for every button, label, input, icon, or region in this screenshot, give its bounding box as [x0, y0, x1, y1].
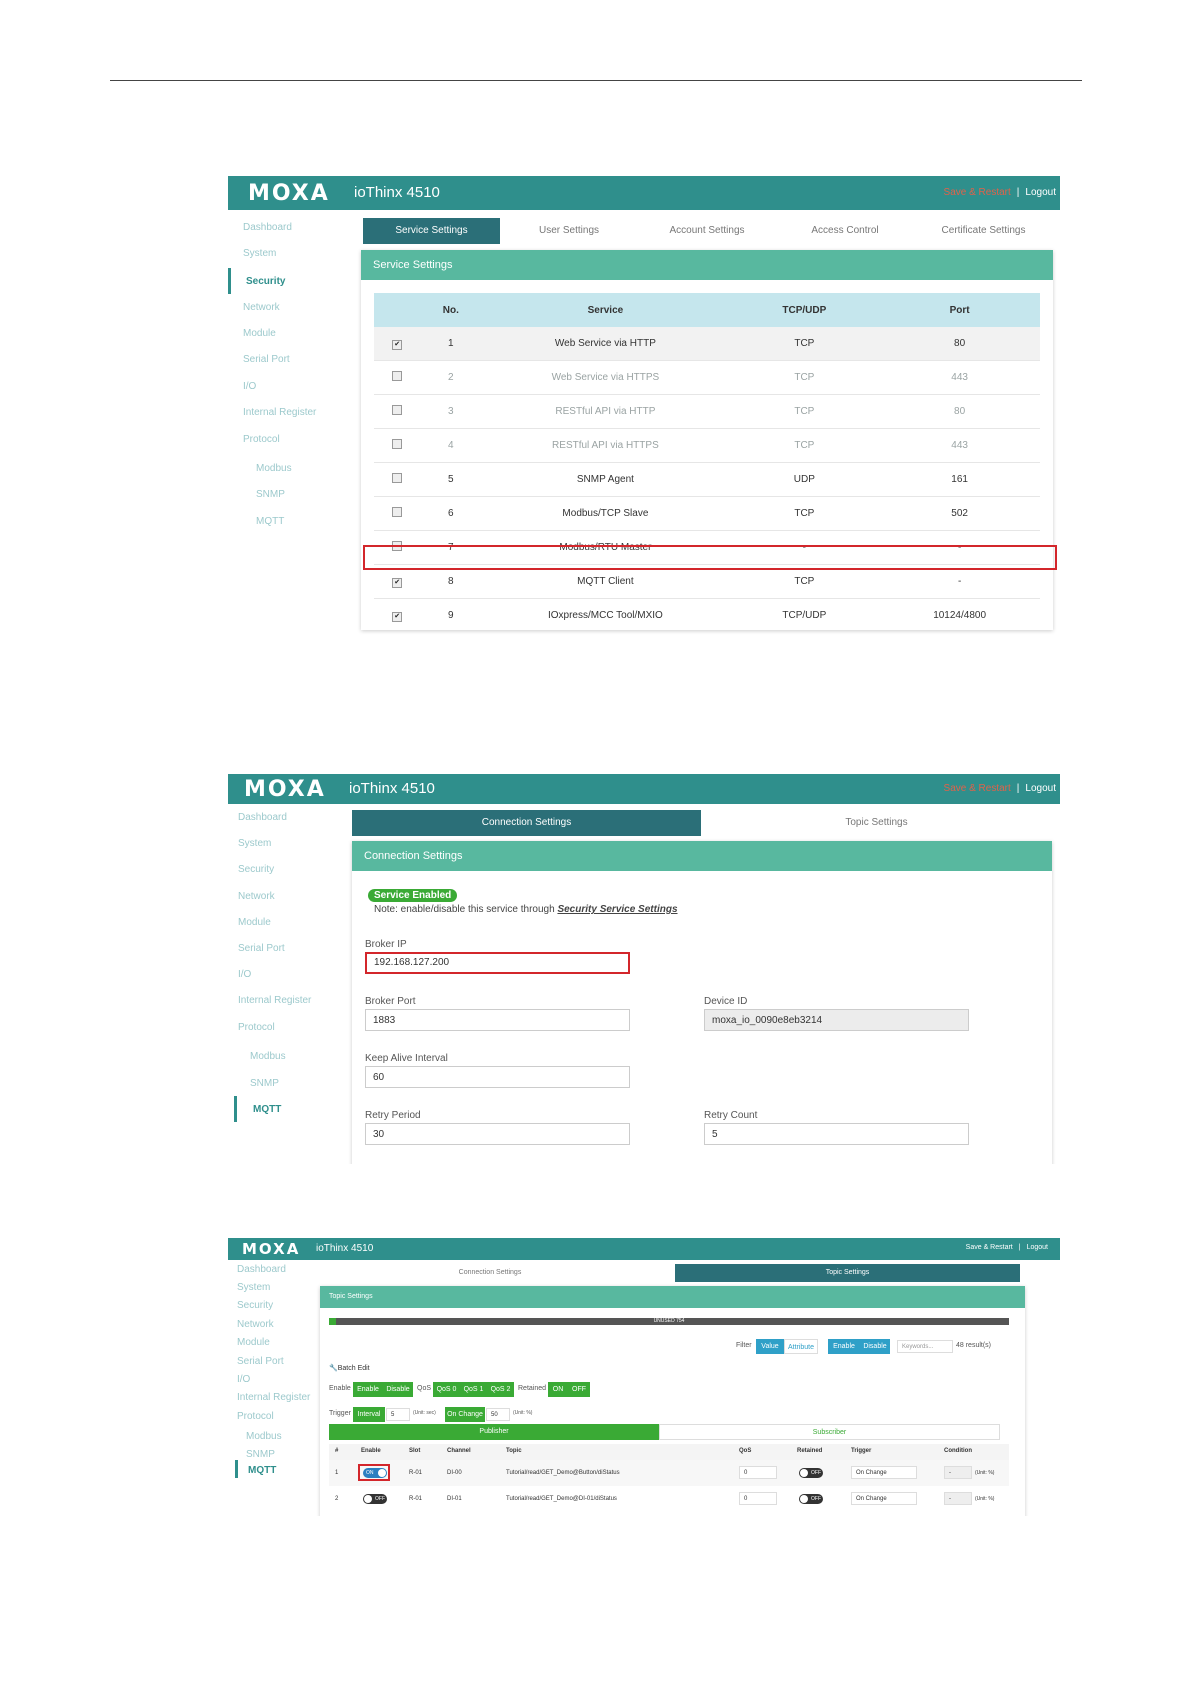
keywords-input[interactable]: Keywords... — [897, 1340, 953, 1353]
row-service: RESTful API via HTTP — [481, 395, 729, 429]
col-condition: Condition — [944, 1448, 972, 1454]
row-condition-input[interactable]: - — [944, 1492, 972, 1505]
row-no: 9 — [448, 610, 454, 621]
filter-disable-button[interactable]: Disable — [860, 1339, 890, 1354]
batch-edit-label: Batch Edit — [337, 1365, 370, 1372]
sidebar-item-serial-port[interactable]: Serial Port — [238, 943, 285, 954]
filter-enable-button[interactable]: Enable — [828, 1339, 860, 1354]
row-topic: Tutorial/read/GET_Demo@DI-01/diStatus — [506, 1496, 617, 1502]
row-port: 10124/4800 — [933, 610, 987, 621]
row-port: 80 — [879, 327, 1040, 361]
batch-on-change-input[interactable]: 50 — [486, 1408, 510, 1421]
sidebar-item-security[interactable]: Security — [238, 864, 275, 875]
broker-port-input[interactable]: 1883 — [365, 1009, 630, 1031]
batch-trigger-label: Trigger — [329, 1410, 351, 1417]
table-row — [374, 395, 1040, 429]
mqtt-client-highlight — [363, 545, 1057, 570]
tab-account-settings[interactable]: Account Settings — [669, 225, 745, 236]
tab-topic-settings[interactable]: Topic Settings — [845, 817, 908, 828]
on-change-unit-label: (Unit: %) — [513, 1410, 533, 1416]
header-separator: | — [1016, 187, 1020, 198]
row-channel: DI-00 — [447, 1470, 462, 1476]
sidebar-item-security[interactable]: Security — [246, 276, 286, 287]
sidebar-item-protocol[interactable]: Protocol — [243, 434, 280, 445]
service-checkbox[interactable]: ✔ — [392, 340, 402, 350]
col-protocol: TCP/UDP — [729, 293, 879, 327]
table-row — [374, 429, 1040, 463]
tab-certificate-settings[interactable]: Certificate Settings — [941, 225, 1026, 236]
keep-alive-label: Keep Alive Interval — [365, 1053, 448, 1064]
table-row — [374, 463, 1040, 497]
sidebar-item-serial-port[interactable]: Serial Port — [243, 354, 290, 365]
sidebar-item-protocol[interactable]: Protocol — [237, 1411, 274, 1422]
sidebar-nav — [228, 804, 358, 1164]
service-checkbox[interactable] — [392, 473, 402, 483]
panel-title: Topic Settings — [320, 1286, 1025, 1308]
row-service: RESTful API via HTTPS — [481, 429, 729, 463]
save-restart-link[interactable]: Save & Restart — [943, 187, 1011, 198]
row-service: Modbus/TCP Slave — [481, 497, 729, 531]
header-separator: | — [1016, 783, 1020, 794]
product-name: ioThinx 4510 — [316, 1243, 374, 1254]
row-retained-toggle[interactable] — [799, 1468, 823, 1478]
service-table — [374, 293, 1040, 632]
sidebar-item-system[interactable]: System — [238, 838, 272, 849]
save-restart-link[interactable]: Save & Restart — [943, 783, 1011, 794]
sidebar-item-io[interactable]: I/O — [237, 1374, 251, 1385]
logout-link[interactable]: Logout — [1026, 1244, 1048, 1251]
sidebar-item-internal-register[interactable]: Internal Register — [243, 407, 317, 418]
usage-bar-label: UNUSED 754 — [653, 1318, 685, 1324]
row-port: - — [879, 565, 1040, 599]
toggle-label: ON — [366, 1470, 374, 1476]
col-qos: QoS — [739, 1448, 752, 1454]
toggle-knob — [800, 1495, 808, 1503]
row-trigger-select[interactable]: On Change — [851, 1466, 917, 1479]
toggle-knob — [800, 1469, 808, 1477]
row-protocol: TCP — [729, 361, 879, 395]
publisher-tab[interactable]: Publisher — [329, 1424, 659, 1440]
service-checkbox[interactable] — [392, 439, 402, 449]
interval-unit-label: (Unit: sec) — [413, 1410, 436, 1416]
col-trigger: Trigger — [851, 1448, 872, 1454]
batch-retained-on-button[interactable]: ON — [548, 1382, 568, 1397]
service-settings-panel — [361, 250, 1053, 630]
connection-settings-screenshot — [228, 774, 1060, 1164]
row-number: 2 — [335, 1496, 339, 1502]
sidebar-active-indicator — [234, 1096, 237, 1122]
service-checkbox[interactable]: ✔ — [392, 578, 402, 588]
col-check — [374, 293, 420, 327]
results-count: 48 result(s) — [956, 1342, 992, 1349]
row-protocol: TCP — [729, 395, 879, 429]
row-service: MQTT Client — [481, 565, 729, 599]
sidebar-item-system[interactable]: System — [237, 1282, 271, 1293]
row-no: 5 — [420, 463, 481, 497]
service-checkbox[interactable] — [392, 371, 402, 381]
row-slot: R-01 — [409, 1470, 423, 1476]
service-settings-screenshot — [228, 176, 1060, 638]
row-protocol: TCP — [729, 429, 879, 463]
row-qos-select[interactable]: 0 — [739, 1492, 777, 1505]
moxa-logo: MOXA — [244, 777, 326, 802]
col-no: No. — [420, 293, 481, 327]
batch-enable-label: Enable — [329, 1385, 351, 1392]
batch-disable-button[interactable]: Disable — [383, 1382, 413, 1397]
col-topic: Topic — [506, 1448, 522, 1454]
row-channel: DI-01 — [447, 1496, 462, 1502]
app-header — [228, 1238, 1060, 1260]
logout-link[interactable]: Logout — [1025, 783, 1056, 794]
settings-tabs — [363, 218, 1053, 244]
header-separator: | — [1018, 1244, 1021, 1251]
note-text: Note: enable/disable this service through — [374, 904, 558, 915]
mqtt-tabs — [320, 1264, 1025, 1282]
sidebar-item-module[interactable]: Module — [243, 328, 276, 339]
sidebar-item-protocol[interactable]: Protocol — [238, 1022, 275, 1033]
table-row — [374, 361, 1040, 395]
batch-qos2-button[interactable]: QoS 2 — [487, 1382, 514, 1397]
batch-qos-label: QoS — [417, 1385, 432, 1392]
sidebar-active-indicator — [235, 1460, 238, 1478]
sidebar-item-serial-port[interactable]: Serial Port — [237, 1356, 284, 1367]
filter-value-button[interactable]: Value — [756, 1339, 784, 1354]
service-checkbox[interactable] — [392, 507, 402, 517]
row-trigger-select[interactable]: On Change — [851, 1492, 917, 1505]
row-protocol: TCP/UDP — [782, 610, 827, 621]
wrench-icon: 🔧 — [329, 1365, 338, 1372]
toggle-label: OFF — [811, 1470, 821, 1476]
toggle-knob — [364, 1495, 372, 1503]
sidebar-active-indicator — [228, 268, 231, 294]
toggle-label: OFF — [811, 1496, 821, 1502]
row-topic: Tutorial/read/GET_Demo@Button/diStatus — [506, 1470, 620, 1476]
usage-bar — [329, 1318, 1009, 1325]
row-slot: R-01 — [409, 1496, 423, 1502]
row-retained-toggle[interactable] — [799, 1494, 823, 1504]
retry-count-label: Retry Count — [704, 1110, 758, 1121]
sidebar-item-dashboard[interactable]: Dashboard — [238, 812, 287, 823]
broker-ip-label: Broker IP — [365, 939, 407, 950]
sidebar-item-snmp[interactable]: SNMP — [250, 1078, 279, 1089]
tab-topic-settings[interactable]: Topic Settings — [675, 1264, 1020, 1282]
keep-alive-input[interactable]: 60 — [365, 1066, 630, 1088]
service-note — [374, 904, 678, 915]
sidebar-item-system[interactable]: System — [243, 248, 277, 259]
tab-user-settings[interactable]: User Settings — [538, 225, 600, 236]
subscriber-tab[interactable]: Subscriber — [659, 1424, 1000, 1440]
batch-retained-label: Retained — [518, 1385, 547, 1392]
row-port: 443 — [879, 361, 1040, 395]
connection-settings-panel — [352, 841, 1052, 1164]
retry-period-input[interactable]: 30 — [365, 1123, 630, 1145]
panel-title: Connection Settings — [352, 841, 1052, 871]
batch-interval-input[interactable]: 5 — [386, 1408, 410, 1421]
sidebar-item-internal-register[interactable]: Internal Register — [237, 1392, 311, 1403]
batch-enable-button[interactable]: Enable — [353, 1382, 383, 1397]
row-port: 502 — [879, 497, 1040, 531]
sidebar-item-security[interactable]: Security — [237, 1300, 274, 1311]
col-number: # — [335, 1448, 339, 1454]
device-id-input: moxa_io_0090e8eb3214 — [704, 1009, 969, 1031]
table-row — [329, 1486, 1009, 1512]
mqtt-tabs — [352, 810, 1052, 836]
sidebar-item-snmp[interactable]: SNMP — [256, 489, 285, 500]
retry-count-input[interactable]: 5 — [704, 1123, 969, 1145]
tab-connection-settings[interactable]: Connection Settings — [458, 1269, 522, 1276]
topic-settings-panel — [320, 1286, 1025, 1516]
row-service: Modbus/RTU Master — [481, 531, 729, 565]
moxa-logo: MOXA — [242, 1240, 301, 1258]
table-row — [329, 1460, 1009, 1486]
row-qos-select[interactable]: 0 — [739, 1466, 777, 1479]
security-service-settings-link[interactable]: Security Service Settings — [557, 904, 678, 915]
service-checkbox[interactable] — [392, 405, 402, 415]
retry-period-label: Retry Period — [365, 1110, 421, 1121]
broker-port-label: Broker Port — [365, 996, 416, 1007]
sidebar-item-module[interactable]: Module — [238, 917, 271, 928]
row-no: 1 — [420, 327, 481, 361]
sidebar-item-modbus[interactable]: Modbus — [256, 463, 292, 474]
toggle-label: OFF — [375, 1496, 385, 1502]
batch-retained-off-button[interactable]: OFF — [568, 1382, 590, 1397]
sidebar-item-mqtt[interactable]: MQTT — [253, 1104, 282, 1115]
row-protocol: UDP — [729, 463, 879, 497]
row-protocol: TCP — [729, 327, 879, 361]
row-no: 4 — [420, 429, 481, 463]
row-service: Web Service via HTTP — [481, 327, 729, 361]
row-port: 443 — [879, 429, 1040, 463]
sidebar-item-network[interactable]: Network — [237, 1319, 274, 1330]
row-port: 161 — [879, 463, 1040, 497]
col-channel: Channel — [447, 1448, 471, 1454]
filter-attribute-button[interactable]: Attribute — [784, 1339, 818, 1354]
sidebar-nav — [228, 210, 358, 630]
row-condition-input[interactable]: - — [944, 1466, 972, 1479]
row-protocol: - — [729, 531, 879, 565]
col-slot: Slot — [409, 1448, 421, 1454]
col-port: Port — [879, 293, 1040, 327]
table-row — [374, 599, 1040, 633]
row-port: 80 — [879, 395, 1040, 429]
sidebar-item-internal-register[interactable]: Internal Register — [238, 995, 312, 1006]
service-checkbox[interactable]: ✔ — [392, 612, 402, 622]
batch-interval-button[interactable]: Interval — [353, 1407, 385, 1422]
sidebar-item-dashboard[interactable]: Dashboard — [243, 222, 292, 233]
panel-title: Service Settings — [361, 250, 1053, 280]
device-id-label: Device ID — [704, 996, 748, 1007]
batch-qos1-button[interactable]: QoS 1 — [460, 1382, 487, 1397]
product-name: ioThinx 4510 — [354, 184, 440, 201]
sidebar-item-modbus[interactable]: Modbus — [250, 1051, 286, 1062]
table-row — [374, 497, 1040, 531]
tab-access-control[interactable]: Access Control — [811, 225, 879, 236]
row-protocol: TCP — [729, 497, 879, 531]
row-service: IOxpress/MCC Tool/MXIO — [547, 610, 663, 621]
sidebar-item-io[interactable]: I/O — [243, 381, 257, 392]
moxa-logo: MOXA — [248, 181, 330, 206]
sidebar-item-io[interactable]: I/O — [238, 969, 252, 980]
batch-edit-title — [329, 1364, 370, 1372]
product-name: ioThinx 4510 — [349, 780, 435, 797]
row-no: 8 — [420, 565, 481, 599]
sidebar-item-snmp[interactable]: SNMP — [246, 1449, 275, 1460]
app-header — [228, 176, 1060, 210]
sidebar-item-dashboard[interactable]: Dashboard — [237, 1264, 286, 1275]
row-condition-unit: (Unit: %) — [975, 1496, 995, 1502]
service-enabled-badge: Service Enabled — [368, 889, 457, 902]
col-enable: Enable — [361, 1448, 381, 1454]
broker-ip-input[interactable]: 192.168.127.200 — [365, 952, 630, 974]
row-protocol: TCP — [729, 565, 879, 599]
sidebar-item-mqtt[interactable]: MQTT — [248, 1465, 277, 1476]
page-top-rule — [110, 80, 1082, 81]
sidebar-item-network[interactable]: Network — [243, 302, 280, 313]
tab-connection-settings[interactable]: Connection Settings — [352, 810, 701, 836]
sidebar-item-module[interactable]: Module — [237, 1337, 270, 1348]
row-port: - — [879, 531, 1040, 565]
save-restart-link[interactable]: Save & Restart — [965, 1244, 1013, 1251]
topic-table-header — [329, 1444, 1009, 1460]
row-number: 1 — [335, 1470, 339, 1476]
table-row — [374, 327, 1040, 361]
row-no: 7 — [420, 531, 481, 565]
sidebar-item-modbus[interactable]: Modbus — [246, 1431, 282, 1442]
sidebar-item-mqtt[interactable]: MQTT — [256, 516, 285, 527]
col-service: Service — [481, 293, 729, 327]
row-enable-highlight — [358, 1464, 390, 1481]
topic-table — [329, 1444, 1009, 1512]
row-service: SNMP Agent — [481, 463, 729, 497]
row-no: 3 — [420, 395, 481, 429]
tab-service-settings[interactable]: Service Settings — [363, 218, 500, 244]
sidebar-item-network[interactable]: Network — [238, 891, 275, 902]
row-enable-toggle[interactable] — [363, 1494, 387, 1504]
row-condition-unit: (Unit: %) — [975, 1470, 995, 1476]
filter-label: Filter — [736, 1342, 752, 1349]
app-header — [228, 774, 1060, 804]
col-retained: Retained — [797, 1448, 823, 1454]
logout-link[interactable]: Logout — [1025, 187, 1056, 198]
batch-on-change-button[interactable]: On Change — [445, 1407, 485, 1422]
row-service: Web Service via HTTPS — [481, 361, 729, 395]
row-no: 6 — [420, 497, 481, 531]
topic-settings-screenshot — [228, 1238, 1060, 1516]
table-header — [374, 293, 1040, 327]
row-no: 2 — [420, 361, 481, 395]
batch-qos0-button[interactable]: QoS 0 — [433, 1382, 460, 1397]
